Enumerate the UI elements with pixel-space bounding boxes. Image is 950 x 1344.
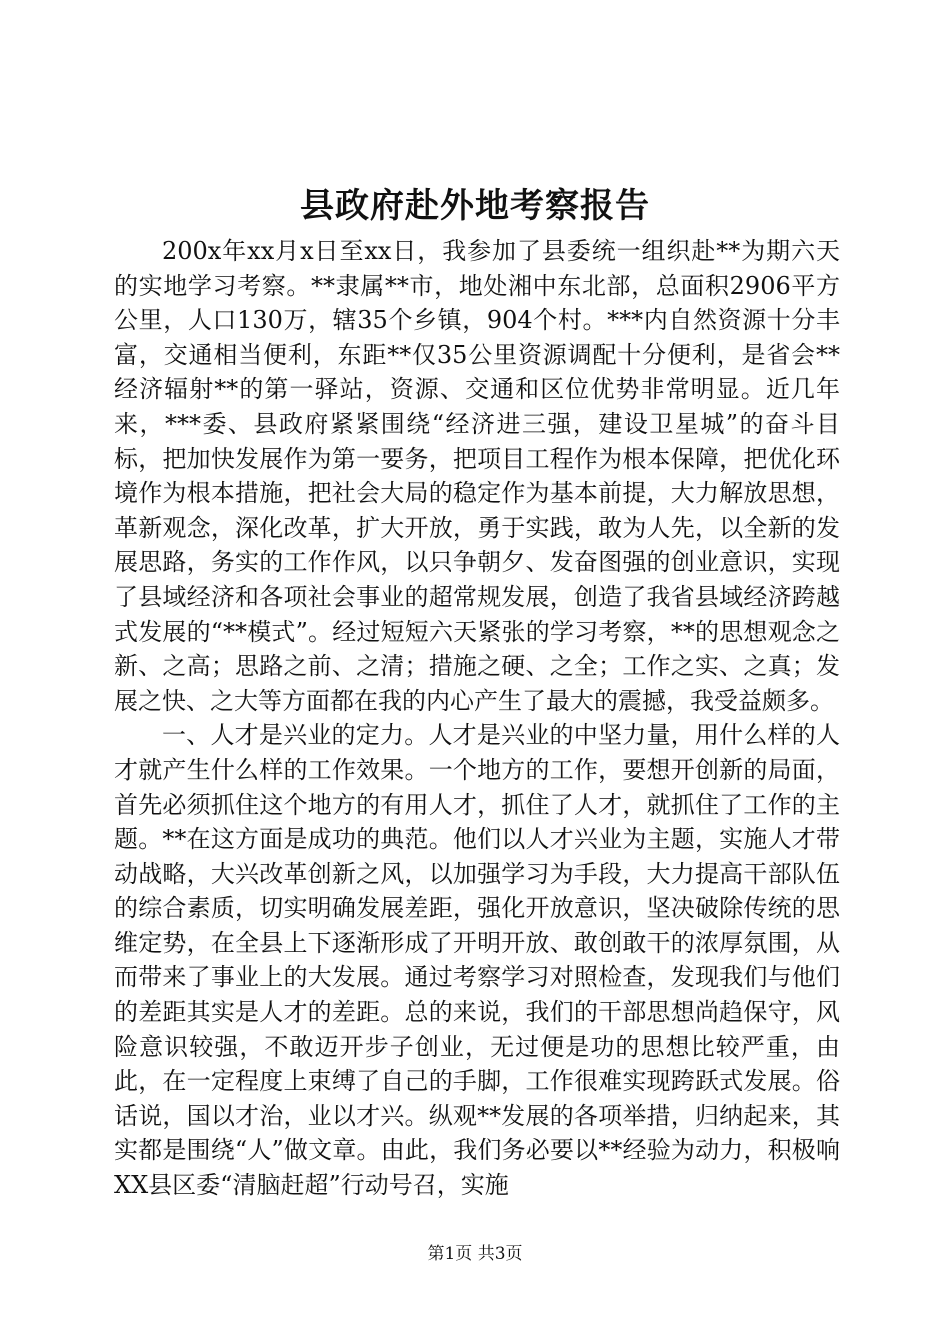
paragraph-section-1: 一、人才是兴业的定力。人才是兴业的中坚力量，用什么样的人才就产生什么样的工作效果。一个地方的工作，要想开创新的局面，首先必须抓住这个地方的有用人才，抓住了人才，就抓住了工作的主题。**在这方面是成功的典范。他们以人才兴业为主题，实施人才带动战略，大兴改革创新之风，以加强学习为手段，大力提高干部队伍的综合素质，切实明确发展差距，强化开放意识，坚决破除传统的思维定势，在全县上下逐渐形成了开明开放、敢创敢干的浓厚氛围，从而带来了事业上的大发展。通过考察学习对照检查，发现我们与他们的差距其实是人才的差距。总的来说，我们的干部思想尚趋保守，风险意识较强，不敢迈开步子创业，无过便是功的思想比较严重，由此，在一定程度上束缚了自己的手脚，工作很难实现跨跃式发展。俗话说，国以才治，业以才兴。纵观**发展的各项举措，归纳起来，其实都是围绕“人”做文章。由此，我们务必要以**经验为动力，积极响XX县区委“清脑赶超”行动号召，实施 (114, 721, 840, 1200)
paragraph-intro: 200x年xx月x日至xx日，我参加了县委统一组织赴**为期六天的实地学习考察。**隶属**市，地处湘中东北部，总面积2906平方公里，人口130万，辖35个乡镇，904个村。***内自然资源十分丰富，交通相当便利，东距**仅35公里资源调配十分便利，是省会**经济辐射**的第一驿站，资源、交通和区位优势非常明显。近几年来，***委、县政府紧紧围绕“经济进三强，建设卫星城”的奋斗目标，把加快发展作为第一要务，把项目工程作为根本保障，把优化环境作为根本措施，把社会大局的稳定作为基本前提，大力解放思想，革新观念，深化改革，扩大开放，勇于实践，敢为人先，以全新的发展思路，务实的工作作风，以只争朝夕、发奋图强的创业意识，实现了县域经济和各项社会事业的超常规发展，创造了我省县域经济跨越式发展的“**模式”。经过短短六天紧张的学习考察，**的思想观念之新、之高；思路之前、之清；措施之硬、之全；工作之实、之真；发展之快、之大等方面都在我的内心产生了最大的震撼，我受益颇多。 (114, 237, 840, 715)
document-title: 县政府赴外地考察报告 (300, 186, 650, 226)
document-body (114, 234, 840, 1203)
page-footer: 第1页 共3页 (427, 1244, 523, 1264)
